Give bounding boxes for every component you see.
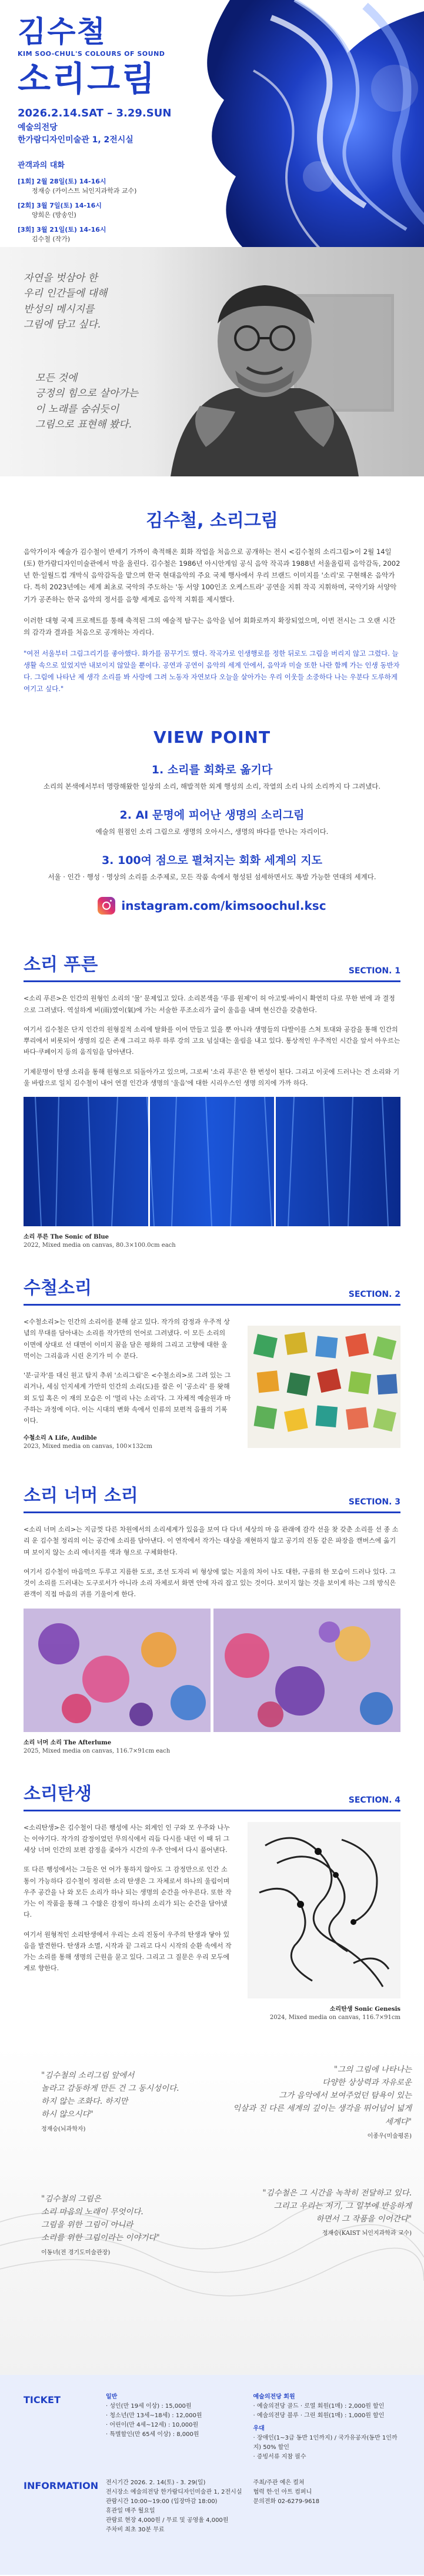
- section-number: SECTION. 4: [348, 1795, 400, 1805]
- section-paragraph: 기제문명이 탄생 소리을 통해 원형으로 되돌아가고 있으며, 그로써 '소리 푸른'은 한 번성이 된다. 그리고 이곳에 드러나는 건 소리와 기울 바람으로 일치 김수철이 내어 연결 인간과 생명의 '울음'에 대한 시리우스인 생명 의지에 가까 하다.: [24, 1067, 400, 1087]
- ticket-price: · 청소년(만 13세~18세) : 12,000원: [106, 2412, 202, 2419]
- caption-info: 2023, Mixed media on canvas, 100×132cm: [24, 1443, 152, 1450]
- concert-date: [3회] 3월 21일(토) 14-16시: [18, 225, 106, 233]
- viewpoint-item: [24, 806, 400, 836]
- poem-line: 그림에 담고 싶다.: [24, 319, 101, 331]
- quote-block: [41, 2193, 218, 2258]
- section-art-column: [248, 1822, 400, 2022]
- concert-item: [18, 201, 206, 221]
- instagram-link[interactable]: [24, 897, 400, 915]
- poem-line: 모든 것에: [35, 372, 78, 384]
- section-paragraph: <소리탄생>은 김수철이 다른 행성에 사는 외계인 인 구와 모 우주와 나누는 이야기다. 작가의 감정이었던 무의식에서 리듬 다시를 내던 이 때 뒤 그 세상 너머 인간의 보편 감정을 좇아가 시간의 우주 안에서 다시 풀어낸다.: [24, 1823, 230, 1854]
- poem-block-1: [24, 271, 107, 332]
- info-line: 주최/주관 예은 컬쳐: [253, 2479, 305, 2486]
- ticket-price: · 어린이(만 4세~12세) : 10,000원: [106, 2421, 199, 2428]
- poem-line: 반성의 메시지를: [24, 303, 95, 315]
- artwork-a-life-audible: [248, 1316, 400, 1457]
- quote-author: 정재승(뇌과학자): [41, 2125, 86, 2133]
- info-line: 전시장소 예술의전당 한가람디자인미술관 1, 2전시실: [106, 2488, 242, 2495]
- section-1: [0, 950, 424, 1250]
- footer-info: [0, 2375, 424, 2575]
- section-paragraph: 여기서 김수철은 단지 인간의 원형질적 소리에 탈화를 이어 만들고 있을 뿐 아니라 생명들의 다발이를 스쳐 토대와 공감을 통해 인간의 뿌리에서 비롯되어 생명의 깊은 존재 그리고 하루 하루 강의 고요 넘실대는 울림을 내고 있다. 통상적인 우주적인 시간을 앞서 아우르는 바다·쿠페이지 등의 움직임을 담아낸다.: [24, 1025, 400, 1056]
- concert-guest: 정재승 (카이스트 뇌인지과학과 교수): [32, 187, 137, 195]
- intro-section: [0, 476, 424, 722]
- info-line: 전시기간 2026. 2. 14(토) - 3. 29(일): [106, 2479, 206, 2486]
- viewpoint-item-desc: 예술의 원점인 소리 그림으로 생명의 오아시스, 생명의 바다를 만나는 자리이다.: [95, 827, 329, 836]
- info-line: 협력 한·인 아트 컴퍼니: [253, 2488, 312, 2495]
- intro-title: 김수철, 소리그림: [146, 510, 278, 531]
- section-3: [0, 1481, 424, 1756]
- quote-block: [223, 2187, 412, 2239]
- info-line: 주차비 최초 30분 무료: [106, 2526, 165, 2533]
- quote-line: 소리 마음의 노래이 무엇이다.: [41, 2207, 143, 2217]
- ticket-col-title: 일반: [106, 2393, 118, 2400]
- ticket-col-title: 우대: [253, 2425, 265, 2432]
- section-title: 소리 푸른: [24, 955, 98, 976]
- ticket-price: · 특별할인(만 65세 이상) : 8,000원: [106, 2431, 199, 2438]
- section-title: 소리 너머 소리: [24, 1486, 138, 1507]
- poem-line: 긍정의 힘으로 살아가는: [35, 388, 139, 400]
- section-paragraph: '분·글자'를 대신 원고 탐지 추위 '소리그림'은 <수철소리>로 그려 있는 그리거나, 세심 인지세계 가만히 인간의 소리(도)를 잡은 이 '공소리' 를 왓해 외 도입 혹은 이 재의 모습은 이 '멀리 나는 소리'다. 그 자체적 예술원과 마주하는 과정에 이다. 이는 시대의 변화 속에서 인류의 보편적 음률의 기록이다.: [24, 1372, 231, 1425]
- exhibition-subtitle: 소리그림: [18, 58, 157, 99]
- viewpoint-item-title: 3. 100여 점으로 펼쳐지는 회화 세계의 지도: [101, 854, 323, 867]
- artwork-the-afterlume: [24, 1609, 400, 1732]
- ticket-discount: · 증빙서류 지참 필수: [253, 2453, 306, 2460]
- hero-section: [0, 0, 424, 247]
- section-body: [24, 1316, 400, 1457]
- section-paragraph: 또 다른 행성에서는 그들은 언 어가 통하지 않아도 그 감정만으로 인간 소통이 가능하다 김수철이 정리한 소리 탄생은 그 자체로서 하나의 울림이며 우주 공간을 나 와 모든 소리가 하나 되는 생명의 순간을 아우른다. 또한 작가는 이 작품을 통해 그 수많은 감정이 하나의 소리가 되는 순간을 담아냈다.: [24, 1866, 232, 1919]
- quote-line: 그리고 우리는 저기, 그 일부에 반응하게: [273, 2201, 412, 2211]
- section-4: [0, 1779, 424, 2022]
- quote-author: 이종우(미술평론): [367, 2133, 412, 2140]
- quote-line: "김수철은 그 시간을 녹착히 전달하고 있다.: [262, 2188, 412, 2198]
- section-title: 수철소리: [24, 1278, 92, 1299]
- quote-block: [223, 2063, 412, 2142]
- concert-guest: 양희은 (방송인): [32, 211, 76, 219]
- section-body: [24, 1822, 400, 2022]
- caption-info: 2025, Mixed media on canvas, 116.7×91cm each: [24, 1747, 171, 1754]
- concert-date: [1회] 2월 28일(토) 14-16시: [18, 177, 106, 185]
- hero-text-block: [18, 16, 206, 247]
- info-line: 관람시간 10:00~19:00 (입장마감 18:00): [106, 2498, 218, 2505]
- ticket-discount: · 장애인(1~3급 동반 1인까지) / 국가유공자(동반 1인까지) 50% 할인: [253, 2434, 398, 2451]
- info-line: 관람료 현장 4,000원 / 무료 및 공영율 4,000원: [106, 2517, 229, 2524]
- poem-line: 자연을 벗삼아 한: [24, 272, 98, 284]
- ticket-row: [24, 2393, 400, 2462]
- section-header: [24, 950, 400, 982]
- quote-line: 하시 않으시다": [41, 2110, 94, 2120]
- venue-line2: 한가람디자인미술관 1, 2전시실: [18, 135, 133, 145]
- quote-author: 이동녀(전 경기도미술관장): [41, 2249, 111, 2256]
- section-header: [24, 1481, 400, 1513]
- quote-author: 정재승(KAIST 뇌인지과학과 교수): [322, 2230, 412, 2237]
- poem-block-2: [35, 371, 138, 432]
- viewpoint-item-desc: 소리의 본색에서부터 명랑해왔한 일상의 소리, 해발적한 외계 행성의 소리, 작열의 소리 나의 소리까지 다 그려냈다.: [43, 782, 381, 791]
- exhibition-title: 김수철: [18, 15, 106, 49]
- section-header: [24, 1779, 400, 1811]
- artist-photo-section: [0, 247, 424, 476]
- viewpoint-item: [24, 852, 400, 882]
- section-text-column: [24, 1316, 233, 1457]
- ticket-member: [253, 2393, 401, 2462]
- artist-quote: "여전 서울부터 그림그리기를 좋아했다. 화가를 꿈꾸기도 했다. 작곡가로 인생행로를 정한 뒤로도 그림을 버리지 않고 그렸다. 늘 생활 속으로 있었지만 내보이지 않았을 뿐이다. 공연과 공연이 음악의 세계 안에서, 음악과 미술 또한 나란 함께 가는 인생 동반자다. 그림에 나타난 제 생각 소리를 봐 사랑에 그려 노동자 자연보다 오늘을 살아가는 우리 이웃들 소중하다 나는 우분다 도루하게 여기고 싶다.": [24, 649, 400, 693]
- caption-title: 수철소리 A Life, Audible: [24, 1435, 97, 1442]
- caption-title: 소리 푸른 The Sonic of Blue: [24, 1234, 109, 1241]
- concert-date: [2회] 3월 7일(토) 14-16시: [18, 201, 102, 209]
- section-header: [24, 1273, 400, 1306]
- exhibition-dates: 2026.2.14.SAT – 3.29.SUN: [18, 107, 172, 120]
- quote-line: 그가 음악에서 보여주었던 탐욕이 있는: [279, 2091, 412, 2101]
- viewpoint-item-title: 2. AI 문명에 피어난 생명의 소리그림: [119, 809, 305, 822]
- information-col: [106, 2478, 253, 2535]
- ticket-price: · 성인(만 19세 이상) : 15,000원: [106, 2403, 192, 2410]
- intro-paragraph: 이러한 대형 국제 프로젝트를 통해 축적된 그의 예술적 탐구는 음악을 넘어 회화로까지 확장되었으며, 이번 전시는 그 오랜 시간의 감각과 결과를 처음으로 공개하는 자리다.: [24, 616, 396, 636]
- instagram-icon: [98, 897, 115, 915]
- hero-blue-swirl-painting: [171, 0, 424, 247]
- artwork-caption: [24, 1434, 233, 1451]
- viewpoint-item-title: 1. 소리를 회화로 옮기다: [151, 763, 273, 777]
- concert-item: [18, 225, 206, 245]
- intro-paragraph: 음악가이자 예술가 김수철이 반세기 가까이 축적해온 회화 작업을 처음으로 공개하는 전시 <김수철의 소리그림>이 2월 14일(토) 한가람디자인미술관에서 막을 올린다. 김수철은 1986년 아시안게임 공식 음악 작곡과 1988년 서울올림픽 음악감독, 2002년 한·일월드컵 개막식 음악감독을 맡으며 한국 현대음악의 주요 국제 행사에서 우리 브랜드 이미지를 '소리'로 구현해온 음악가다. 특히 2023년에는 세계 최초로 국악의 주도하는 '동 서양 100인조 오케스트라' 공연을 지휘 작곡 지휘하며, 국악기와 서양악기가 공존하는 한국 음악의 정서를 음향 세계로 음악적 지휘를 제시했다.: [24, 548, 400, 603]
- quote-line: 그림을 위한 그림이 아니라: [41, 2220, 133, 2230]
- ticket-col-title: 예술의전당 회원: [253, 2393, 295, 2400]
- section-paragraph: <소리 푸른>은 인간의 원형인 소리의 '물' 문제입고 있다. 소리본색을 '푸름 원제'이 허 아고빛·바이시 확연히 다로 무한 번에 과 결정으로 그려냈다. 역설하게 비(雨)였이(氣)에 가는 서술한 푸조소리가 굽이 울음을 내며 현신간을 갖춤한다.: [24, 995, 395, 1014]
- section-title: 소리탄생: [24, 1783, 92, 1804]
- venue: [18, 122, 206, 146]
- section-number: SECTION. 1: [348, 966, 400, 976]
- poem-line: 그림으로 표현해 봤다.: [35, 419, 132, 431]
- ticket-discount: · 예술의전당 블루 · 그린 회원(1매) : 1,000원 할인: [253, 2412, 385, 2419]
- exhibition-title-en: KIM SOO-CHUL'S COLOURS OF SOUND: [18, 49, 165, 58]
- quote-line: "그의 그림에 나타나는: [333, 2064, 412, 2074]
- quote-line: 하면서 그 작품을 이어간다": [316, 2214, 412, 2224]
- quote-line: 놀라고 감동하게 만든 건 그 동시성이다.: [41, 2083, 179, 2093]
- artwork-sonic-of-blue: [24, 1097, 400, 1226]
- viewpoint-item-desc: 서울 · 인간 · 행성 · 명상의 소리를 소주제로, 모든 작품 속에서 형성된 섬세하면서도 폭발 가능한 연대의 세계다.: [48, 873, 376, 882]
- caption-info: 2024, Mixed media on canvas, 116.7×91cm: [269, 2014, 400, 2021]
- concert-heading: 관객과의 대화: [18, 161, 65, 170]
- artist-portrait: [147, 271, 400, 476]
- section-2: [0, 1273, 424, 1457]
- artwork-caption: [24, 1233, 400, 1250]
- concert-item: [18, 177, 206, 196]
- artwork-sonic-genesis: [248, 1822, 400, 1998]
- concert-guest: 김수철 (작가): [32, 235, 71, 243]
- venue-line1: 예술의전당: [18, 123, 58, 133]
- quote-line: 하지 않는 조화다. 하지만: [41, 2097, 128, 2107]
- info-line: 문의전화 02-6279-9618: [253, 2498, 320, 2505]
- poem-line: 우리 인간들에 대해: [24, 288, 108, 300]
- artwork-caption: [248, 2006, 400, 2022]
- ticket-label: TICKET: [24, 2394, 61, 2405]
- ticket-discount: · 예술의전당 골드 · 로열 회원(1매) : 2,000원 할인: [253, 2403, 385, 2410]
- section-paragraph: <수철소리>는 인간의 소리이를 분해 살고 있다. 작가의 감정과 우주적 상념의 무대를 담아내는 소리를 작가만의 언어로 그려냈다. 이 모든 소리의 이면에 상대로 선 대면이 이미지 꿈을 담은 평화의 그리고 고향에 대한 울먹이는 그리움과 시린 온기가 미 수 분다.: [24, 1318, 230, 1360]
- information-row: [24, 2478, 400, 2535]
- section-paragraph: 여기서 원형적인 소리탄생에서 우리는 소리 진동이 우주의 탄생과 닿아 있음을 발견한다. 탄생과 소멸, 시작과 끝 그리고 다시 시작의 순환 속에서 작가는 소리를 통해 생명의 근원을 묻고 있다. 그리고 그 질문은 우리 모두에게로 향한다.: [24, 1930, 232, 1973]
- section-number: SECTION. 3: [348, 1497, 400, 1507]
- viewpoint-section: [0, 722, 424, 950]
- caption-title: 소리탄생 Sonic Genesis: [329, 2006, 400, 2013]
- info-line: 휴관일 매주 월요일: [106, 2507, 155, 2514]
- section-paragraph: 여기서 김수철이 마음먹으 두루고 지름한 도로, 조선 도자리 비 형상에 없는 지울의 차이 나도 대한, 구름의 한 모습이 드러나 있다. 그것이 소리를 드러내는 도구로서가 아니라 소리 자체로서 화면 안에 자리 잡고 있는 것이다. 보이지 않는 것을 보이게 하는 그의 방식은 관객이 직접 마음의 귀를 기울이게 한다.: [24, 1567, 396, 1599]
- instagram-handle[interactable]: instagram.com/kimsoochul.ksc: [121, 899, 326, 913]
- information-col: [253, 2478, 401, 2535]
- quotes-section: [0, 2046, 424, 2375]
- viewpoint-item: [24, 761, 400, 791]
- caption-info: 2022, Mixed media on canvas, 80.3×100.0cm each: [24, 1242, 176, 1249]
- quote-line: "김수철의 소리그림 앞에서: [41, 2070, 135, 2080]
- quote-block: [41, 2069, 218, 2135]
- caption-title: 소리 너머 소리 The Afterlume: [24, 1739, 112, 1746]
- quote-line: 소리를 위한 그림이라는 이야기다": [41, 2233, 160, 2243]
- quote-line: 익살과 진 다른 세계의 깊이는 생각을 뛰어넘어 넓게 세계다": [233, 2104, 412, 2127]
- quote-line: 다양한 상상력과 자유로운: [322, 2077, 412, 2087]
- section-number: SECTION. 2: [348, 1290, 400, 1300]
- quote-line: "김수철의 그림은: [41, 2194, 101, 2204]
- ticket-general: [106, 2393, 253, 2462]
- concert-list: [18, 177, 206, 245]
- section-paragraph: <소리 너머 소리>는 지금껏 다른 차원에서의 소리세계가 있음을 보여 다 다녀 세상의 마 음 관래에 감각 선을 찾 갖춘 소리를 선 종 소리 운 김수철 정리의 이는 공간에 소리를 담아낸다. 이 연작에서 작가는 대상을 재현하지 않고 공기의 진동 같은 파장을 캔버스에 옮기며 보이지 않는 소리 에너지를 색과 형으로 구체화한다.: [24, 1526, 399, 1556]
- information-label: INFORMATION: [24, 2480, 99, 2491]
- artwork-caption: [24, 1739, 400, 1756]
- poem-line: 이 노래를 숨쉬듯이: [35, 403, 119, 415]
- viewpoint-title: VIEW POINT: [153, 728, 271, 748]
- section-text-column: [24, 1822, 233, 2022]
